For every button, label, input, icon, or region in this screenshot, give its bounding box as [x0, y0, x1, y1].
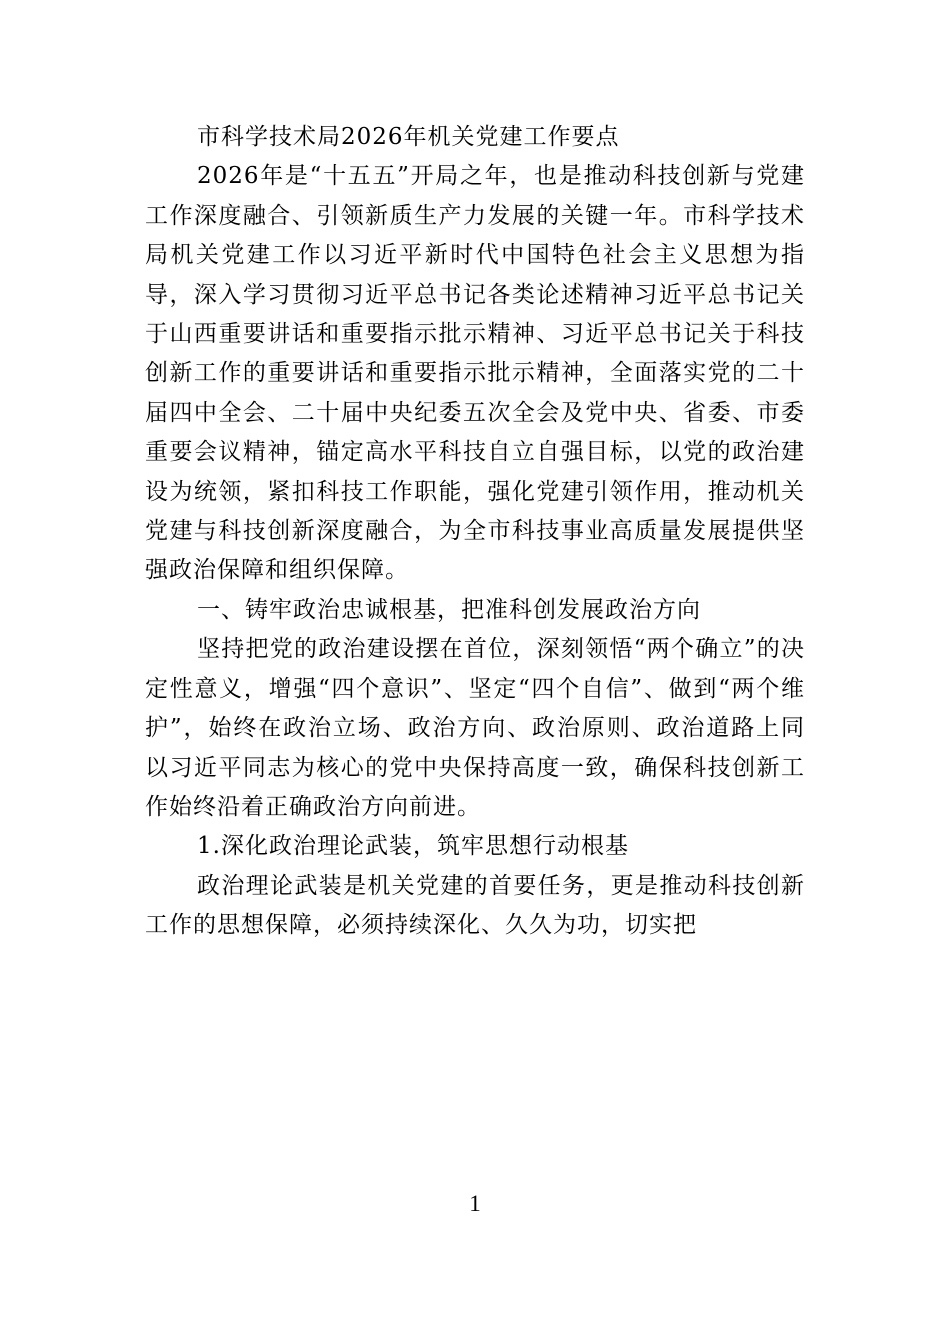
subsection-1-paragraph: 政治理论武装是机关党建的首要任务，更是推动科技创新工作的思想保障，必须持续深化、久久为功，切实把: [145, 872, 805, 939]
document-body: [145, 118, 805, 946]
intro-paragraph: 2026年是“十五五”开局之年，也是推动科技创新与党建工作深度融合、引领新质生产力发展的关键一年。市科学技术局机关党建工作以习近平新时代中国特色社会主义思想为指导，深入学习贯彻习近平总书记各类论述精神习近平总书记关于山西重要讲话和重要指示批示精神、习近平总书记关于科技创新工作的重要讲话和重要指示批示精神，全面落实党的二十届四中全会、二十届中央纪委五次全会及党中央、省委、市委重要会议精神，锚定高水平科技自立自强目标，以党的政治建设为统领，紧扣科技工作职能，强化党建引领作用，推动机关党建与科技创新深度融合，为全市科技事业高质量发展提供坚强政治保障和组织保障。: [145, 163, 805, 584]
document-title: 市科学技术局2026年机关党建工作要点: [197, 124, 620, 150]
section-heading-1: 一、铸牢政治忠诚根基，把准科创发展政治方向: [197, 596, 701, 623]
page-number: 1: [469, 1191, 481, 1216]
section-1-paragraph: 坚持把党的政治建设摆在首位，深刻领悟“两个确立”的决定性意义，增强“四个意识”、坚定“四个自信”、做到“两个维护”，始终在政治立场、政治方向、政治原则、政治道路上同以习近平同志为核心的党中央保持高度一致，确保科技创新工作始终沿着正确政治方向前进。: [145, 636, 805, 820]
subsection-heading-1: 1.深化政治理论武装，筑牢思想行动根基: [197, 833, 629, 860]
